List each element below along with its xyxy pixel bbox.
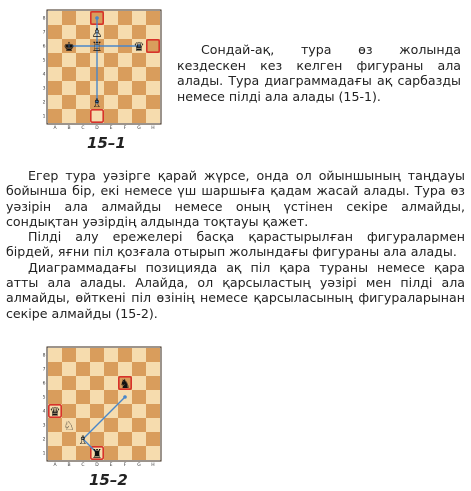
file-label: F [123,463,127,468]
board-square [48,390,62,404]
board-square [146,348,160,362]
rank-label: 6 [42,381,46,387]
file-label: A [53,463,57,468]
rank-label: 3 [42,86,46,92]
board-square [76,362,90,376]
board-square [48,432,62,446]
board-square [62,53,76,67]
black-queen-icon: ♛ [133,38,145,54]
board-square [62,81,76,95]
board-square [132,95,146,109]
board-square [146,81,160,95]
board-square [118,446,132,460]
board-square [48,376,62,390]
board-square [132,11,146,25]
rank-label: 8 [42,353,46,359]
board-square [62,432,76,446]
rank-label: 2 [42,437,46,443]
board-square [104,376,118,390]
file-label: C [81,463,85,468]
board-square [62,446,76,460]
board-square [132,25,146,39]
white-bishop-icon: ♗ [91,94,103,110]
board-square [118,53,132,67]
file-label: G [137,463,141,468]
board-square [48,25,62,39]
board-square [118,67,132,81]
rank-label: 1 [42,114,46,120]
board-square [48,109,62,123]
board-square [118,11,132,25]
board-square [118,432,132,446]
board-square [146,95,160,109]
rank-label: 2 [42,100,46,106]
board-square [76,418,90,432]
file-label: B [67,126,71,131]
board-square [104,67,118,81]
board-square [48,11,62,25]
board-square [76,109,90,123]
file-label: E [109,463,113,468]
black-knight-icon: ♞ [119,375,131,391]
board-square [118,25,132,39]
board-square [62,390,76,404]
board-square [90,109,104,123]
paragraph-rook-capture: Сондай-ақ, тура өз жолында кездескен кез келген фигураны ала алады. Тура диаграммадағы ақ сарбазды немесе пілді ала алады (15-1). [177,42,461,104]
black-queen-icon: ♛ [49,403,61,419]
board-square [146,39,160,53]
board-square [48,95,62,109]
board-square [132,446,146,460]
board-square [48,418,62,432]
rank-label: 5 [42,395,46,401]
board-square [146,11,160,25]
board-square [62,67,76,81]
board-square [62,11,76,25]
board-square [118,81,132,95]
board-square [76,95,90,109]
board-square [48,81,62,95]
board-square [104,53,118,67]
arrow-tip [123,395,127,399]
board-square [76,404,90,418]
rank-label: 3 [42,423,46,429]
board-square [62,376,76,390]
board-square [104,432,118,446]
file-label: H [151,126,155,131]
board-square [146,362,160,376]
board-square [146,432,160,446]
black-king-icon: ♚ [63,38,75,54]
chess-board [40,345,168,471]
board-square [104,390,118,404]
board-square [118,348,132,362]
board-square [104,418,118,432]
board-square [146,418,160,432]
white-knight-icon: ♘ [63,417,75,433]
file-label: A [53,126,57,131]
rank-label: 6 [42,44,46,50]
chess-board [40,8,168,134]
board-square [62,362,76,376]
board-square [132,53,146,67]
paragraph-bishop-rules: Пілді алу ережелері басқа қарастырылған фигуралармен бірдей, яғни піл қозғала отырып жолындағы фигураны ала алады. [6,229,465,260]
board-square [132,109,146,123]
side-paragraph [177,42,461,104]
board-square [48,53,62,67]
board-square [48,348,62,362]
body-text [6,168,465,321]
board-square [146,67,160,81]
board-square [132,390,146,404]
board-square [76,390,90,404]
file-label: D [95,463,99,468]
file-label: C [81,126,85,131]
board-square [118,109,132,123]
figure-caption-15-1: 15–1 [87,134,126,152]
diagram-15-1 [40,8,168,134]
board-square [48,39,62,53]
board-square [104,109,118,123]
board-square [62,25,76,39]
board-square [90,376,104,390]
board-square [118,418,132,432]
file-label: D [95,126,99,131]
board-square [90,432,104,446]
white-bishop-icon: ♗ [77,431,89,447]
board-square [62,109,76,123]
arrow-tip [95,16,99,20]
board-square [90,362,104,376]
board-square [132,432,146,446]
board-square [132,81,146,95]
file-label: H [151,463,155,468]
board-square [104,95,118,109]
board-square [146,109,160,123]
board-square [76,81,90,95]
board-square [48,446,62,460]
board-square [76,11,90,25]
diagram-15-2 [40,345,168,471]
file-label: F [123,126,127,131]
board-square [62,348,76,362]
board-square [104,81,118,95]
board-square [76,67,90,81]
board-square [104,25,118,39]
rank-label: 4 [42,409,46,415]
board-square [118,362,132,376]
board-square [146,53,160,67]
rank-label: 5 [42,58,46,64]
rank-label: 8 [42,16,46,22]
board-square [146,390,160,404]
board-square [132,404,146,418]
board-square [62,404,76,418]
board-square [132,362,146,376]
board-square [48,362,62,376]
rank-label: 7 [42,30,46,36]
file-label: G [137,126,141,131]
file-label: B [67,463,71,468]
board-square [76,446,90,460]
board-square [118,95,132,109]
board-square [146,446,160,460]
board-square [90,348,104,362]
board-square [104,446,118,460]
paragraph-bishop-diagram: Диаграммадағы позицияда ақ піл қара тураны немесе қара атты ала алады. Алайда, ол қарсыластың уәзірі мен пілді ала алмайды, өйткені піл өзінің немесе қарсыласының фигураларынан секіре алмайды (15-2). [6,259,465,321]
board-square [76,53,90,67]
white-rook-icon: ♖ [91,38,103,54]
board-square [132,418,146,432]
board-square [90,404,104,418]
board-square [76,348,90,362]
figure-caption-15-2: 15–2 [89,471,128,489]
rank-label: 4 [42,72,46,78]
board-square [118,404,132,418]
board-square [132,376,146,390]
black-rook-icon: ♜ [91,445,103,461]
board-square [76,376,90,390]
white-pawn-icon: ♙ [91,24,103,40]
board-square [146,376,160,390]
file-label: E [109,126,113,131]
rank-label: 7 [42,367,46,373]
rank-label: 1 [42,451,46,457]
board-square [104,11,118,25]
board-square [146,25,160,39]
board-square [132,348,146,362]
board-square [104,348,118,362]
board-square [146,404,160,418]
paragraph-rook-queen: Егер тура уәзірге қарай жүрсе, онда ол ойыншының таңдауы бойынша бір, екі немесе үш шаршыға қадам жасай алады. Тура өз уәзірін ала алмайды немесе оның үстінен секіре алмайды, сондықтан уәзірдің алдында тоқтауы қажет. [6,168,465,229]
board-square [90,390,104,404]
board-square [76,25,90,39]
board-square [104,362,118,376]
board-square [62,95,76,109]
board-square [132,67,146,81]
board-square [48,67,62,81]
